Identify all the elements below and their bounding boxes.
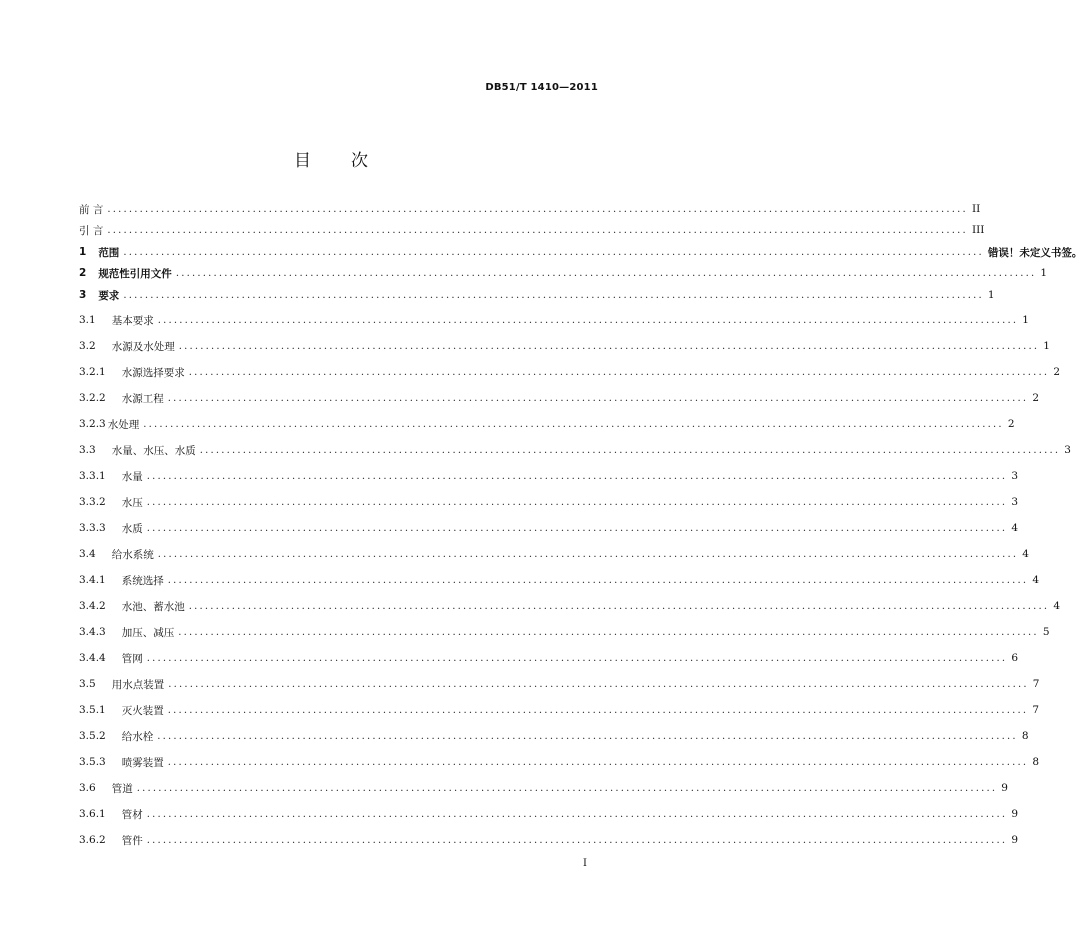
toc-entry-page: 9 <box>1001 782 1008 794</box>
toc-entry[interactable] <box>79 201 981 217</box>
toc-entry[interactable] <box>79 312 1029 328</box>
toc-entry-title: 水源工程 <box>121 392 164 405</box>
toc-entry[interactable] <box>79 442 1071 458</box>
toc-dot-leader: ................................................................................................................................................................ <box>188 600 1050 612</box>
toc-dot-leader: ................................................................................................................................................................ <box>157 548 1019 560</box>
toc-entry-page: 1 <box>987 289 995 301</box>
toc-entry-title: 管道 <box>111 782 133 795</box>
toc-dot-leader: ................................................................................................................................................................ <box>167 756 1029 768</box>
toc-entry[interactable] <box>79 546 1029 562</box>
page-number: I <box>583 858 587 869</box>
toc-entry-page: II <box>971 203 981 215</box>
toc-entry[interactable] <box>79 598 1060 614</box>
toc-entry-page: 2 <box>1032 392 1039 404</box>
toc-entry-page: 7 <box>1032 704 1039 716</box>
toc-entry-title: 规范性引用文件 <box>98 267 172 280</box>
toc-entry-page: 5 <box>1042 626 1050 638</box>
toc-entry[interactable] <box>79 338 1050 354</box>
toc-entry-title: 水源及水处理 <box>111 340 175 353</box>
toc-entry-number: 3.6.2 <box>79 834 106 846</box>
toc-entry-page: 7 <box>1032 678 1040 690</box>
toc-entry-number: 3.4.4 <box>79 652 106 664</box>
toc-entry[interactable] <box>79 780 1008 796</box>
toc-entry[interactable] <box>79 364 1060 380</box>
toc-dot-leader: ................................................................................................................................................................ <box>178 340 1040 352</box>
toc-entry-number: 3.4.2 <box>79 600 106 612</box>
toc-entry-number: 3.4.3 <box>79 626 106 638</box>
toc-entry-page: 2 <box>1007 418 1015 430</box>
toc-entry-page: 2 <box>1053 366 1060 378</box>
toc-entry[interactable] <box>79 390 1039 406</box>
toc-entry-page: III <box>971 224 985 236</box>
toc-entry[interactable] <box>79 624 1050 640</box>
toc-dot-leader: ................................................................................................................................................................ <box>175 267 1037 279</box>
toc-entry-page: 8 <box>1032 756 1039 768</box>
toc-dot-leader: ................................................................................................................................................................ <box>146 522 1008 534</box>
toc-entry-number: 3.2.3 <box>79 418 106 430</box>
toc-dot-leader: ................................................................................................................................................................ <box>107 224 968 236</box>
toc-entry-title: 系统选择 <box>121 574 164 587</box>
toc-entry-title: 水量、水压、水质 <box>111 444 196 457</box>
toc-entry-number: 3.3.1 <box>79 470 106 482</box>
toc-entry-number: 前 言 <box>79 203 104 216</box>
toc-entry-number: 3.5.2 <box>79 730 106 742</box>
toc-entry-title: 水量 <box>121 470 143 483</box>
toc-dot-leader: ................................................................................................................................................................ <box>123 246 984 258</box>
toc-entry-number: 1 <box>79 246 87 258</box>
toc-entry[interactable] <box>79 287 995 303</box>
toc-entry-title: 水处理 <box>107 418 140 431</box>
toc-entry[interactable] <box>79 416 1015 432</box>
toc-entry-page: 3 <box>1064 444 1071 456</box>
toc-entry[interactable] <box>79 754 1039 770</box>
toc-entry-title: 水压 <box>121 496 143 509</box>
toc-dot-leader: ................................................................................................................................................................ <box>188 366 1050 378</box>
toc-entry[interactable] <box>79 468 1018 484</box>
title-char-2: 次 <box>351 151 368 171</box>
toc-dot-leader: ................................................................................................................................................................ <box>167 392 1029 404</box>
toc-entry-number: 3.3.2 <box>79 496 106 508</box>
toc-entry-title: 管材 <box>121 808 143 821</box>
toc-dot-leader: ................................................................................................................................................................ <box>146 470 1008 482</box>
toc-dot-leader: ................................................................................................................................................................ <box>146 496 1008 508</box>
page-title <box>0 146 662 171</box>
toc-entry[interactable] <box>79 728 1029 744</box>
toc-entry-title: 范围 <box>98 246 120 259</box>
toc-entry-title: 水质 <box>121 522 143 535</box>
toc-entry-title: 管网 <box>121 652 143 665</box>
toc-entry-number: 3.5 <box>79 678 96 690</box>
toc-entry-number: 3.6 <box>79 782 96 794</box>
toc-dot-leader: ................................................................................................................................................................ <box>167 704 1029 716</box>
toc-entry-number: 3.4 <box>79 548 96 560</box>
toc-entry-page: 1 <box>1043 340 1050 352</box>
toc-dot-leader: ................................................................................................................................................................ <box>136 782 998 794</box>
toc-entry[interactable] <box>79 572 1039 588</box>
toc-entry-number: 3.3 <box>79 444 96 456</box>
toc-entry-title: 要求 <box>98 289 120 302</box>
toc-entry-number: 3 <box>79 289 87 301</box>
toc-entry-number: 3.4.1 <box>79 574 106 586</box>
toc-dot-leader: ................................................................................................................................................................ <box>146 808 1008 820</box>
toc-entry[interactable] <box>79 806 1018 822</box>
toc-entry-number: 3.1 <box>79 314 96 326</box>
toc-dot-leader: ................................................................................................................................................................ <box>167 574 1029 586</box>
toc-entry-title: 加压、减压 <box>121 626 175 639</box>
toc-entry[interactable] <box>79 520 1018 536</box>
toc-entry-title: 给水系统 <box>111 548 154 561</box>
toc-entry-number: 2 <box>79 267 87 279</box>
toc-entry-page: 4 <box>1011 522 1018 534</box>
toc-entry-number: 3.3.3 <box>79 522 106 534</box>
toc-entry-number: 3.5.3 <box>79 756 106 768</box>
toc-entry-page: 错误！未定义书签。 <box>987 246 1082 259</box>
toc-dot-leader: ................................................................................................................................................................ <box>157 314 1019 326</box>
toc-dot-leader: ................................................................................................................................................................ <box>157 730 1018 742</box>
toc-entry-number: 3.2.2 <box>79 392 106 404</box>
toc-dot-leader: ................................................................................................................................................................ <box>107 203 968 215</box>
toc-entry-page: 6 <box>1011 652 1018 664</box>
toc-entry-page: 4 <box>1053 600 1060 612</box>
toc-entry[interactable] <box>79 676 1040 692</box>
toc-entry-title: 基本要求 <box>111 314 154 327</box>
toc-entry[interactable] <box>79 244 1082 260</box>
toc-dot-leader: ................................................................................................................................................................ <box>199 444 1061 456</box>
toc-dot-leader: ................................................................................................................................................................ <box>123 289 984 301</box>
toc-entry-page: 3 <box>1011 470 1018 482</box>
toc-dot-leader: ................................................................................................................................................................ <box>146 834 1008 846</box>
toc-entry[interactable] <box>79 222 985 238</box>
toc-entry-page: 1 <box>1040 267 1048 279</box>
toc-entry-title: 灭火装置 <box>121 704 164 717</box>
toc-dot-leader: ................................................................................................................................................................ <box>178 626 1039 638</box>
toc-entry-title: 水池、蓄水池 <box>121 600 185 613</box>
toc-entry[interactable] <box>79 832 1018 848</box>
toc-entry[interactable] <box>79 265 1048 281</box>
toc-entry-page: 8 <box>1021 730 1029 742</box>
toc-dot-leader: ................................................................................................................................................................ <box>168 678 1029 690</box>
toc-entry[interactable] <box>79 702 1039 718</box>
toc-entry-number: 3.5.1 <box>79 704 106 716</box>
toc-entry-number: 3.6.1 <box>79 808 106 820</box>
toc-entry-page: 4 <box>1032 574 1039 586</box>
toc-entry-number: 引 言 <box>79 224 104 237</box>
toc-entry-page: 1 <box>1022 314 1029 326</box>
toc-entry[interactable] <box>79 494 1018 510</box>
toc-entry-title: 喷雾装置 <box>121 756 164 769</box>
toc-entry-title: 管件 <box>121 834 143 847</box>
toc-entry-number: 3.2.1 <box>79 366 106 378</box>
document-code: DB51/T 1410—2011 <box>485 82 598 93</box>
toc-entry-page: 3 <box>1011 496 1018 508</box>
toc-entry-page: 4 <box>1022 548 1029 560</box>
toc-entry-page: 9 <box>1011 808 1018 820</box>
title-char-1: 目 <box>294 151 311 171</box>
toc-entry-title: 给水栓 <box>121 730 154 743</box>
toc-dot-leader: ................................................................................................................................................................ <box>146 652 1008 664</box>
toc-entry[interactable] <box>79 650 1018 666</box>
toc-dot-leader: ................................................................................................................................................................ <box>143 418 1004 430</box>
toc-entry-page: 9 <box>1011 834 1018 846</box>
toc-entry-title: 用水点装置 <box>111 678 165 691</box>
toc-entry-number: 3.2 <box>79 340 96 352</box>
toc-entry-title: 水源选择要求 <box>121 366 185 379</box>
